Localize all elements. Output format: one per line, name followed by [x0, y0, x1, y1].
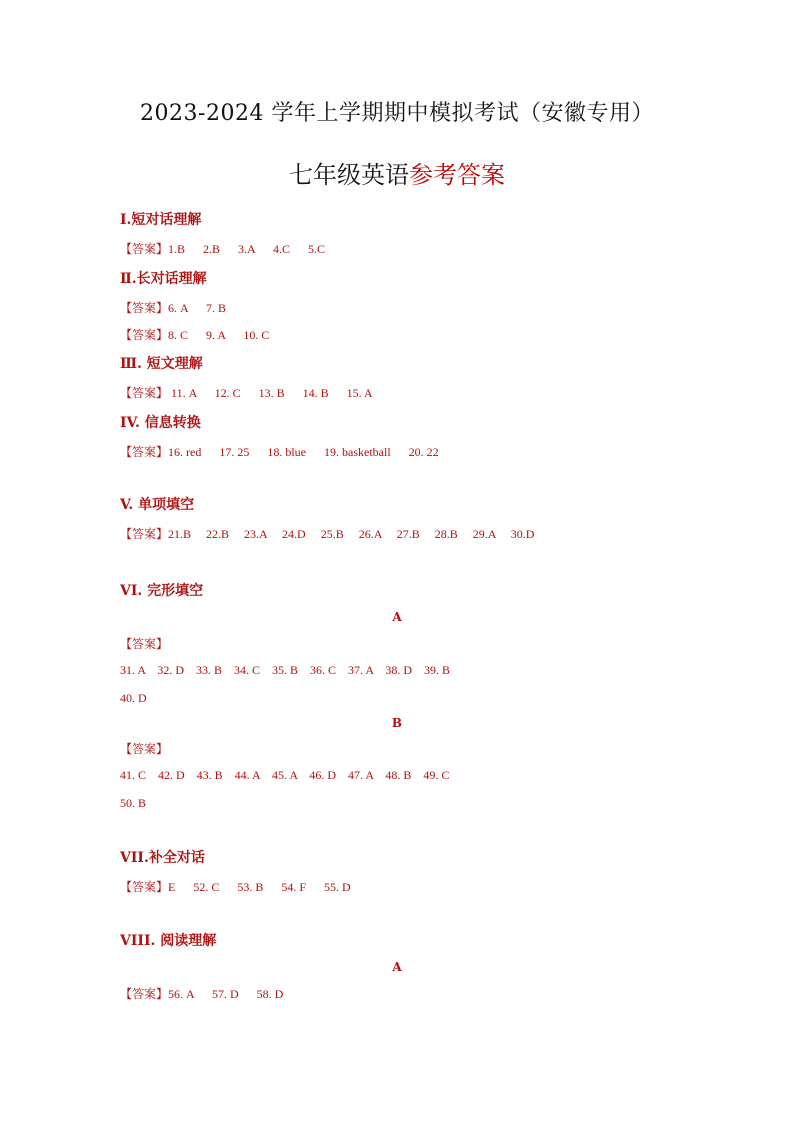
section-7-answers	[120, 878, 351, 895]
document-title: 2023-2024 学年上学期期中模拟考试（安徽专用）	[140, 101, 654, 126]
document-subtitle	[0, 155, 794, 190]
answer-values: 56. A 57. D 58. D	[168, 987, 284, 1001]
section-2-answers-1	[120, 299, 226, 316]
section-3-heading: Ⅲ. 短文理解	[120, 356, 203, 372]
section-7-heading: VII.补全对话	[120, 850, 205, 866]
answer-values: 8. C 9. A 10. C	[168, 328, 270, 342]
answer-label: 【答案】	[120, 880, 169, 894]
section-3-answers	[120, 384, 373, 401]
answer-values: 1.B 2.B 3.A 4.C 5.C	[168, 242, 326, 256]
section-6-a-answers-1: 31. A 32. D 33. B 34. C 35. B 36. C 37. A 38. D 39. B	[120, 663, 451, 677]
answer-label: 【答案】	[120, 386, 169, 400]
section-6-answer-label-a: 【答案】	[120, 637, 169, 651]
section-2-heading: Ⅱ.长对话理解	[120, 271, 207, 287]
section-5-heading: V. 单项填空	[120, 497, 195, 513]
answer-label: 【答案】	[120, 328, 169, 342]
subtitle-accent: 参考答案	[409, 161, 505, 189]
subtitle-main: 七年级英语	[289, 161, 409, 189]
answer-label: 【答案】	[120, 987, 169, 1001]
answer-values: 11. A 12. C 13. B 14. B 15. A	[168, 386, 373, 400]
section-6-heading: VI. 完形填空	[120, 583, 204, 599]
section-4-answers	[120, 443, 439, 460]
section-6-part-a: A	[392, 610, 402, 624]
section-6-a-answers-2: 40. D	[120, 691, 147, 705]
answer-values: E 52. C 53. B 54. F 55. D	[168, 880, 351, 894]
answer-label: 【答案】	[120, 445, 169, 459]
section-6-b-answers-2: 50. B	[120, 796, 147, 810]
answer-label: 【答案】	[120, 242, 169, 256]
answer-values: 16. red 17. 25 18. blue 19. basketball 20. 22	[168, 445, 439, 459]
section-6-answer-label-b: 【答案】	[120, 742, 169, 756]
answer-values: 6. A 7. B	[168, 301, 227, 315]
section-6-part-b: B	[391, 716, 403, 730]
section-5-answers	[120, 525, 534, 542]
answer-label: 【答案】	[120, 301, 169, 315]
section-1-heading: Ⅰ.短对话理解	[120, 212, 202, 228]
section-4-heading: IV. 信息转换	[120, 415, 201, 431]
section-1-answers	[120, 240, 325, 257]
section-8-heading: VIII. 阅读理解	[120, 933, 217, 949]
section-8-answers	[120, 985, 283, 1002]
section-8-part-a: A	[392, 960, 402, 974]
answer-values: 21.B 22.B 23.A 24.D 25.B 26.A 27.B 28.B 29.A 30.D	[168, 527, 535, 541]
section-6-b-answers-1: 41. C 42. D 43. B 44. A 45. A 46. D 47. A 48. B 49. C	[120, 768, 450, 782]
section-2-answers-2	[120, 326, 269, 343]
answer-label: 【答案】	[120, 527, 169, 541]
